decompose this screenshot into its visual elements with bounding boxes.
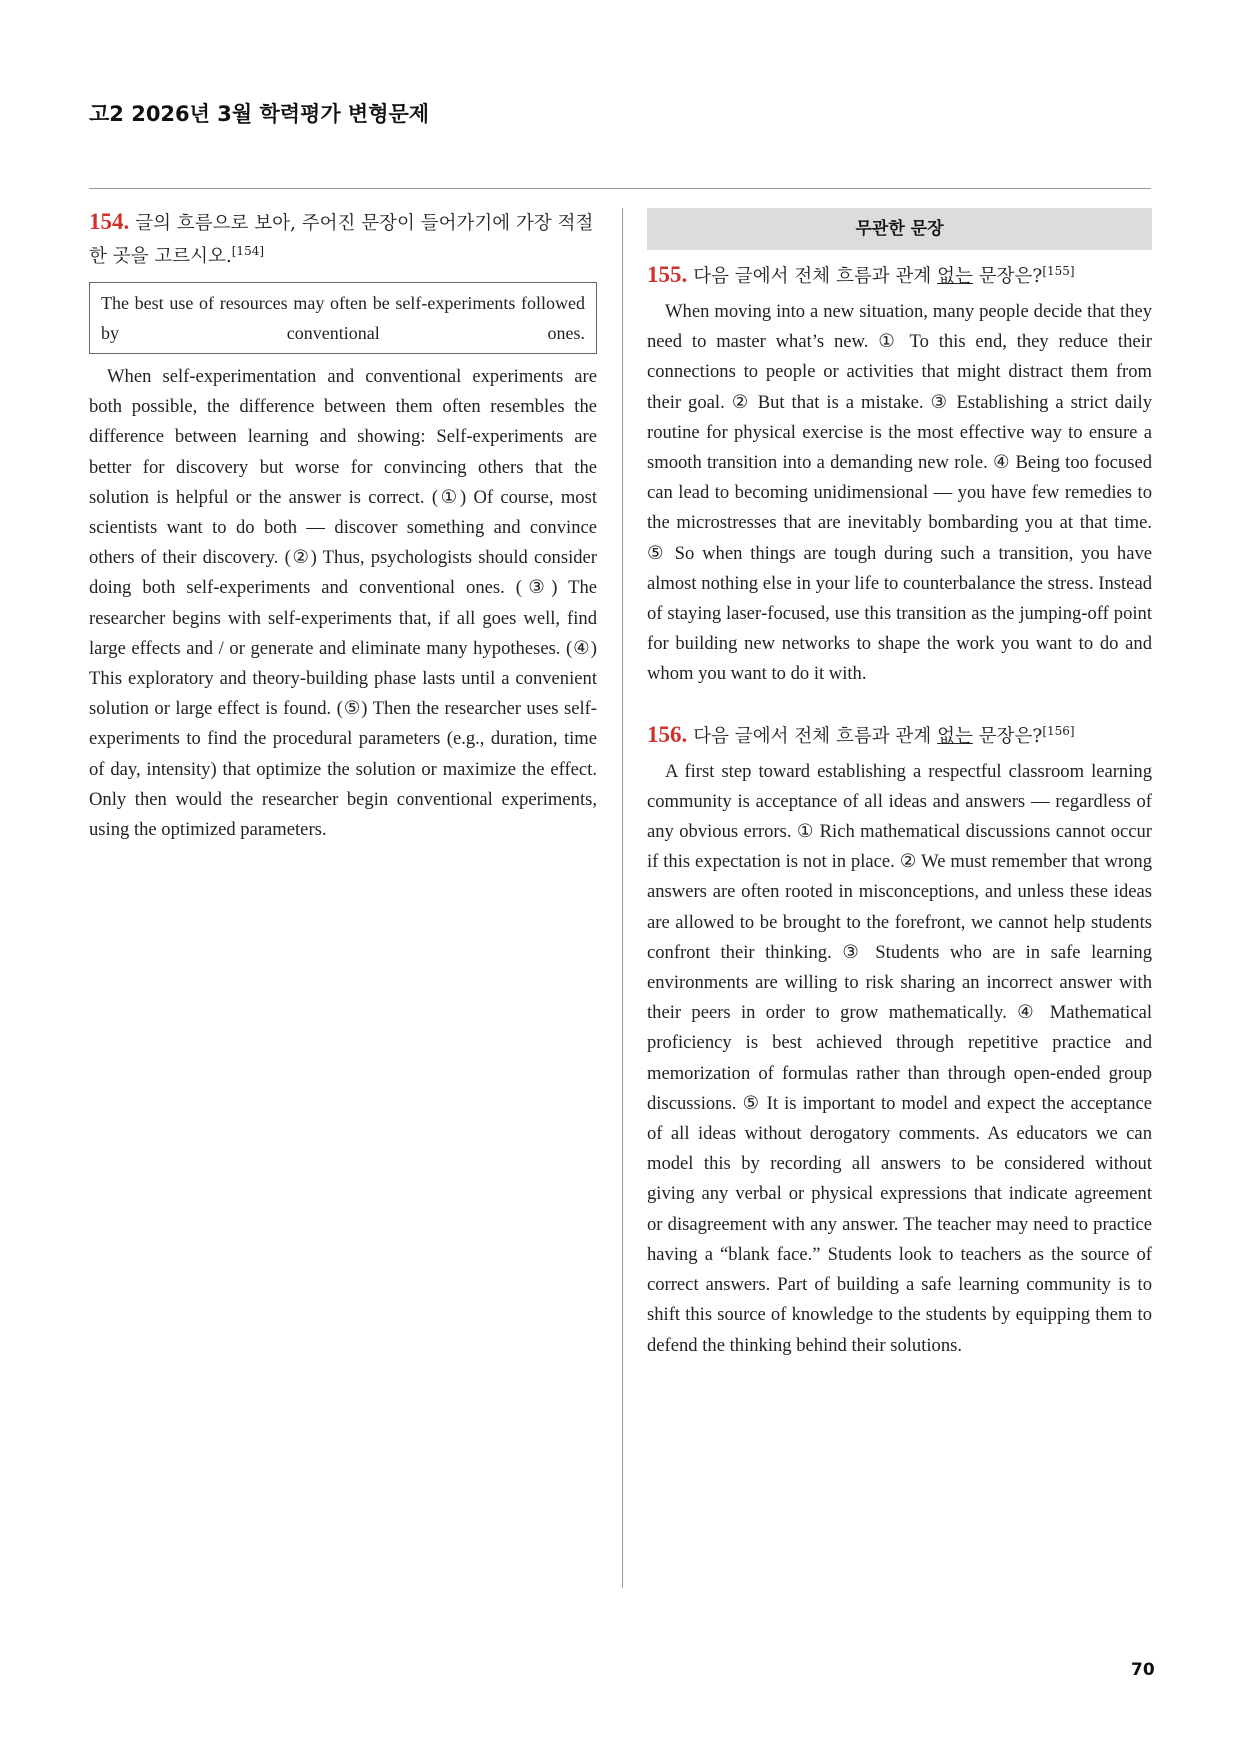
question-155-passage: When moving into a new situation, many people decide that they need to master what’s new. ① To this end, they reduce their connections to people or activities that might distract them from their goal. ② But that is a mistake. ③ Establishing a strict daily routine for physical exercise is the most effective way to ensure a smooth transition into a demanding new role. ④ Being too focused can lead to becoming unidimensional — you have few remedies to the microstresses that are inevitably bombarding you at that time. ⑤ So when things are tough during such a transition, you have almost nothing else in your life to counterbalance the stress. Instead of staying laser‐focused, use this transition as the jumping‐off point for building new networks to shape the work you want to do and whom you want to do it with. <box>647 301 1152 685</box>
question-156 <box>647 718 1152 1361</box>
question-154-number: 154. <box>89 209 130 234</box>
left-column <box>89 205 597 845</box>
question-154 <box>89 205 597 845</box>
question-156-number: 156. <box>647 721 688 747</box>
question-156-passage: A first step toward establishing a respectful classroom learning community is acceptance of all ideas and answers — regardless of any obvious errors. ① Rich mathematical discussions cannot occur if this expectation is not in place. ② We must remember that wrong answers are often rooted in misconceptions, and unless these ideas are allowed to be brought to the forefront, we cannot help students confront their thinking. ③ Students who are in safe learning environments are willing to risk sharing an incorrect answer with their peers in order to grow mathematically. ④ Mathematical proficiency is best achieved through repetitive practice and memorization of formulas rather than through open‐ended group discussions. ⑤ It is important to model and expect the acceptance of all ideas without derogatory comments. As educators we can model this by recording all answers to be considered without giving any verbal or physical expressions that indicate agreement or disagreement with any answer. The teacher may need to practice having a “blank face.” Students look to teachers as the source of correct answers. Part of building a safe learning community is to shift this source of knowledge to the students by equipping them to defend the thinking behind their solutions. <box>647 760 1152 1356</box>
question-155-ref: [155] <box>1042 263 1075 278</box>
question-155 <box>647 258 1152 690</box>
question-154-prompt: 글의 흐름으로 보아, 주어진 문장이 들어가기에 가장 적절한 곳을 고르시오. <box>89 213 594 267</box>
question-155-prompt-after: 문장은? <box>978 266 1043 287</box>
page-number: 70 <box>1131 1660 1155 1680</box>
column-divider <box>622 208 623 1588</box>
question-155-number: 155. <box>647 262 688 287</box>
question-154-ref: [154] <box>231 243 265 258</box>
question-154-header <box>89 205 597 273</box>
section-banner: 무관한 문장 <box>647 208 1152 250</box>
question-156-prompt-before: 다음 글에서 전체 흐름과 관계 <box>693 725 932 747</box>
question-155-header <box>647 258 1152 293</box>
question-spacer <box>647 690 1152 718</box>
question-156-prompt-underlined: 없는 <box>937 725 973 747</box>
question-156-header <box>647 718 1152 753</box>
question-155-prompt-before: 다음 글에서 전체 흐름과 관계 <box>693 266 932 287</box>
right-column <box>647 208 1152 1361</box>
question-155-prompt-underlined: 없는 <box>937 266 973 287</box>
page-title: 고2 2026년 3월 학력평가 변형문제 <box>89 102 430 126</box>
question-154-passage: When self‐experimentation and conventional experiments are both possible, the difference between them often resembles the difference between learning and showing: Self‐experiments are better for discovery but worse for convincing others that the solution is helpful or the answer is correct. (①) Of course, most scientists want to do both — discover something and convince others of their discovery. (②) Thus, psychologists should consider doing both self‐experiments and conventional ones. (③) The researcher begins with self‐experiments that, if all goes well, find large effects and / or generate and eliminate many hypotheses. (④) This exploratory and theory‐building phase lasts until a convenient solution or large effect is found. (⑤) Then the researcher uses self‐experiments to find the procedural parameters (e.g., duration, time of day, intensity) that optimize the solution or maximize the effect. Only then would the researcher begin conventional experiments, using the optimized parameters. <box>89 366 597 841</box>
header-divider <box>89 188 1151 189</box>
question-156-prompt-after: 문장은? <box>978 725 1043 747</box>
question-156-ref: [156] <box>1042 723 1075 738</box>
given-sentence-box: The best use of resources may often be self‐experiments followed by conventional ones. <box>89 282 597 354</box>
